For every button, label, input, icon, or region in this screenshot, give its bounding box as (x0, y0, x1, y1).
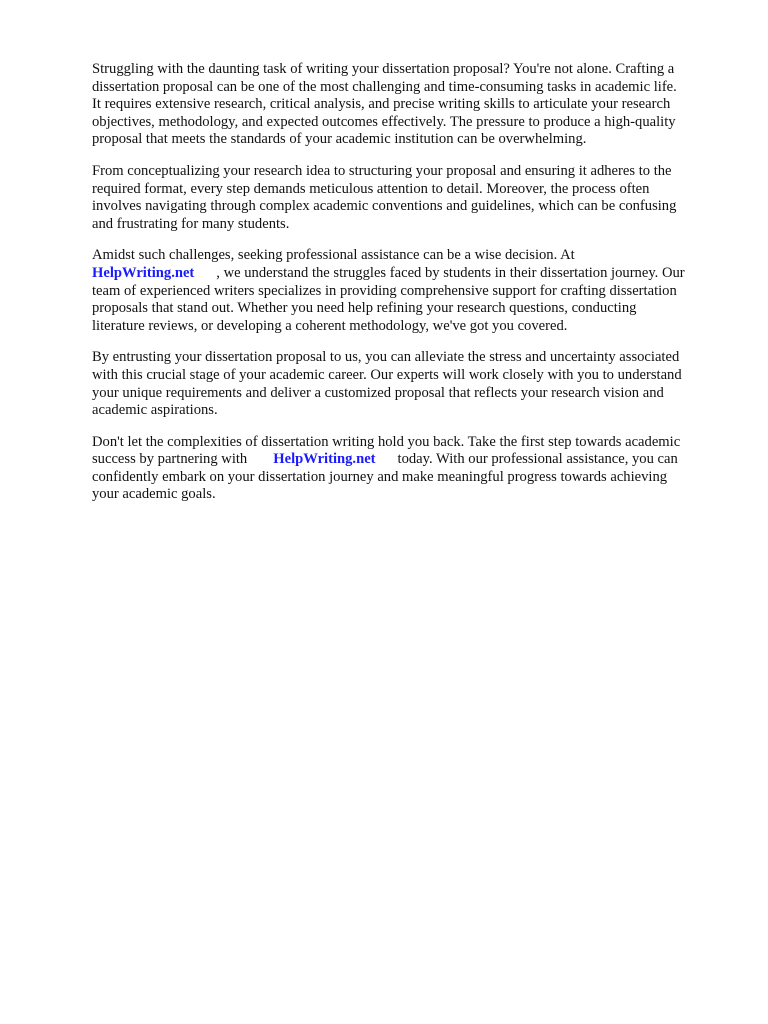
paragraph-line-with-link (92, 451, 732, 469)
paragraph-line: Amidst such challenges, seeking professional assistance can be a wise decision. At (92, 247, 575, 264)
helpwriting-link[interactable]: HelpWriting.net (92, 264, 195, 281)
paragraph-text: today. With our professional assistance, you can (397, 451, 678, 468)
paragraph-line: academic aspirations. (92, 402, 218, 419)
paragraph-line-with-link (92, 265, 732, 283)
paragraph-line: Struggling with the daunting task of writing your dissertation proposal? You're not alone. Crafting a (92, 61, 675, 77)
paragraph-line: team of experienced writers specializes in providing comprehensive support for crafting dissertation (92, 282, 677, 299)
paragraph-4 (92, 349, 732, 419)
helpwriting-link[interactable]: HelpWriting.net (273, 451, 376, 468)
paragraph-line: literature reviews, or developing a coherent methodology, we've got you covered. (92, 317, 568, 334)
paragraph-line: involves navigating through complex academic conventions and guidelines, which can be confusing (92, 198, 677, 215)
paragraph-line: confidently embark on your dissertation journey and make meaningful progress towards achieving (92, 468, 668, 485)
paragraph-5 (92, 434, 732, 504)
paragraph-line: required format, every step demands meticulous attention to detail. Moreover, the process often (92, 180, 650, 197)
paragraph-line: proposal that meets the standards of your academic institution can be overwhelming. (92, 131, 587, 148)
paragraph-line: and frustrating for many students. (92, 215, 290, 232)
paragraph-line: your academic goals. (92, 486, 216, 503)
paragraph-2 (92, 163, 732, 233)
paragraph-line: From conceptualizing your research idea to structuring your proposal and ensuring it adheres to the (92, 162, 672, 179)
paragraph-line: dissertation proposal can be one of the most challenging and time-consuming tasks in academic life. (92, 78, 677, 95)
paragraph-line: proposals that stand out. Whether you need help refining your research questions, conducting (92, 300, 637, 317)
paragraph-line: objectives, methodology, and expected outcomes effectively. The pressure to produce a high-quality (92, 113, 676, 130)
paragraph-text: success by partnering with (92, 451, 248, 468)
paragraph-line: By entrusting your dissertation proposal to us, you can alleviate the stress and uncertainty associated (92, 349, 680, 366)
paragraph-line: with this crucial stage of your academic career. Our experts will work closely with you to understand (92, 366, 682, 383)
paragraph-1 (92, 61, 732, 149)
paragraph-line: your unique requirements and deliver a customized proposal that reflects your research vision and (92, 384, 664, 401)
paragraph-line: Don't let the complexities of dissertation writing hold you back. Take the first step towards academic (92, 433, 681, 450)
document-body (92, 61, 732, 518)
paragraph-line: It requires extensive research, critical analysis, and precise writing skills to articulate your research (92, 96, 671, 113)
paragraph-text: , we understand the struggles faced by students in their dissertation journey. Our (216, 264, 685, 281)
paragraph-3 (92, 247, 732, 335)
